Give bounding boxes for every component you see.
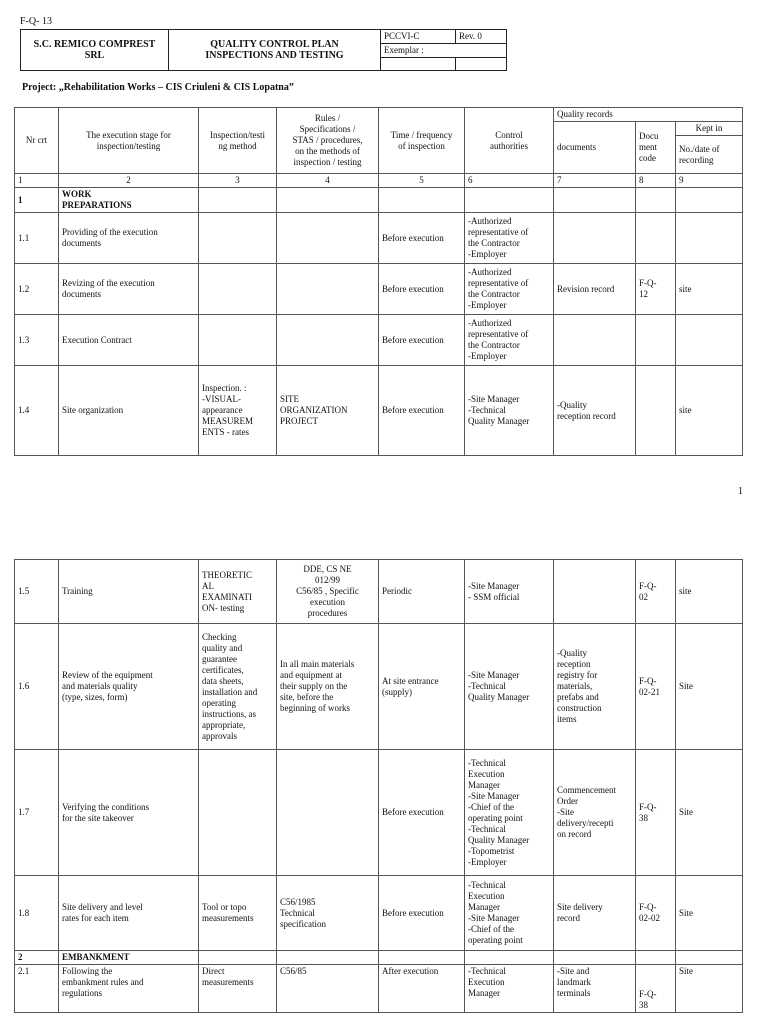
row-stage: Training	[59, 560, 199, 624]
section-title: WORK PREPARATIONS	[59, 188, 199, 213]
col-number: 4	[277, 174, 379, 188]
row-doc-code: F-Q- 38	[636, 750, 676, 876]
table-row	[15, 560, 743, 624]
row-kept: Site	[676, 876, 743, 951]
col-stage-header: The execution stage for inspection/testing	[59, 108, 199, 174]
row-kept: site	[676, 264, 743, 315]
row-doc-code: F-Q- 12	[636, 264, 676, 315]
col-number: 5	[379, 174, 465, 188]
row-documents	[554, 560, 636, 624]
row-rules: C56/85	[277, 965, 379, 1013]
row-rules: SITE ORGANIZATION PROJECT	[277, 366, 379, 456]
kept-in-header: Kept in	[676, 122, 743, 136]
table-row	[15, 876, 743, 951]
col-no-date-header: No./date of recording	[676, 136, 743, 174]
section-title: EMBANKMENT	[59, 951, 199, 965]
row-documents: -Quality reception registry for materials, prefabs and construction items	[554, 624, 636, 750]
revision: Rev. 0	[456, 30, 507, 44]
company-name: S.C. REMICO COMPREST SRL	[21, 30, 169, 71]
row-stage: Revizing of the execution documents	[59, 264, 199, 315]
col-method-header: Inspection/testi ng method	[199, 108, 277, 174]
row-control: -Authorized representative of the Contractor -Employer	[465, 264, 554, 315]
row-method: Checking quality and guarantee certificates, data sheets, installation and operating instructions, as appropriate, approvals	[199, 624, 277, 750]
row-kept: Site	[676, 965, 743, 1013]
table-row	[15, 264, 743, 315]
col-number: 6	[465, 174, 554, 188]
row-doc-code: F-Q- 02-21	[636, 624, 676, 750]
row-nr: 2.1	[15, 965, 59, 1013]
row-stage: Site delivery and level rates for each item	[59, 876, 199, 951]
row-stage: Execution Contract	[59, 315, 199, 366]
form-code: F-Q- 13	[20, 16, 52, 27]
row-time: Before execution	[379, 750, 465, 876]
row-nr: 1.2	[15, 264, 59, 315]
section-number: 1	[15, 188, 59, 213]
col-number: 2	[59, 174, 199, 188]
row-documents: Commencement Order -Site delivery/recepti on record	[554, 750, 636, 876]
row-doc-code	[636, 213, 676, 264]
row-method: Tool or topo measurements	[199, 876, 277, 951]
col-number: 9	[676, 174, 743, 188]
row-rules: In all main materials and equipment at their supply on the site, before the beginning of works	[277, 624, 379, 750]
row-rules	[277, 213, 379, 264]
table-row	[15, 965, 743, 1013]
row-kept: site	[676, 366, 743, 456]
table-row	[15, 213, 743, 264]
row-stage: Providing of the execution documents	[59, 213, 199, 264]
row-control: -Technical Execution Manager	[465, 965, 554, 1013]
row-kept: Site	[676, 624, 743, 750]
table-row	[15, 624, 743, 750]
col-time-header: Time / frequency of inspection	[379, 108, 465, 174]
row-time: Before execution	[379, 315, 465, 366]
row-nr: 1.8	[15, 876, 59, 951]
row-time: At site entrance (supply)	[379, 624, 465, 750]
row-time: Before execution	[379, 213, 465, 264]
row-nr: 1.6	[15, 624, 59, 750]
row-nr: 1.3	[15, 315, 59, 366]
row-control: -Authorized representative of the Contractor -Employer	[465, 213, 554, 264]
section-number: 2	[15, 951, 59, 965]
row-rules: C56/1985 Technical specification	[277, 876, 379, 951]
quality-plan-table-page-1	[14, 107, 743, 456]
row-documents: -Site and landmark terminals	[554, 965, 636, 1013]
row-time: After execution	[379, 965, 465, 1013]
row-documents: -Quality reception record	[554, 366, 636, 456]
row-control: -Site Manager - SSM official	[465, 560, 554, 624]
row-documents: Site delivery record	[554, 876, 636, 951]
row-control: -Authorized representative of the Contractor -Employer	[465, 315, 554, 366]
row-control: -Site Manager -Technical Quality Manager	[465, 624, 554, 750]
row-doc-code	[636, 366, 676, 456]
col-number: 7	[554, 174, 636, 188]
row-documents	[554, 315, 636, 366]
row-method: THEORETIC AL EXAMINATI ON- testing	[199, 560, 277, 624]
row-method	[199, 750, 277, 876]
col-rules-header: Rules / Specifications / STAS / procedures, on the methods of inspection / testing	[277, 108, 379, 174]
row-kept: Site	[676, 750, 743, 876]
col-doc-code-header: Docu ment code	[636, 122, 676, 174]
row-rules	[277, 264, 379, 315]
project-line: Project: „Rehabilitation Works – CIS Criuleni & CIS Lopatna”	[22, 82, 294, 93]
document-header	[20, 29, 507, 71]
row-rules	[277, 315, 379, 366]
row-nr: 1.4	[15, 366, 59, 456]
table-row	[15, 750, 743, 876]
row-kept	[676, 213, 743, 264]
row-method	[199, 264, 277, 315]
quality-records-header: Quality records	[554, 108, 743, 122]
row-stage: Site organization	[59, 366, 199, 456]
row-kept: site	[676, 560, 743, 624]
page-break	[0, 484, 768, 560]
row-stage: Verifying the conditions for the site takeover	[59, 750, 199, 876]
col-number: 3	[199, 174, 277, 188]
quality-plan-table-page-2	[14, 559, 743, 1013]
row-doc-code: F-Q- 38	[636, 965, 676, 1013]
row-kept	[676, 315, 743, 366]
row-control: -Site Manager -Technical Quality Manager	[465, 366, 554, 456]
row-nr: 1.5	[15, 560, 59, 624]
row-stage: Review of the equipment and materials quality (type, sizes, form)	[59, 624, 199, 750]
row-nr: 1.7	[15, 750, 59, 876]
row-method	[199, 213, 277, 264]
exemplar-label: Exemplar :	[381, 44, 507, 58]
document-code: PCCVI-C	[381, 30, 456, 44]
row-rules: DDE, CS NE 012/99 C56/85 , Specific execution procedures	[277, 560, 379, 624]
row-method: Direct measurements	[199, 965, 277, 1013]
row-method	[199, 315, 277, 366]
row-method: Inspection. : -VISUAL- appearance MEASUREM ENTS - rates	[199, 366, 277, 456]
row-doc-code: F-Q- 02-02	[636, 876, 676, 951]
row-nr: 1.1	[15, 213, 59, 264]
row-time: Before execution	[379, 264, 465, 315]
table-row	[15, 366, 743, 456]
row-control: -Technical Execution Manager -Site Manager -Chief of the operating point -Technical Quality Manager -Topometrist -Employer	[465, 750, 554, 876]
row-time: Periodic	[379, 560, 465, 624]
col-documents-header: documents	[554, 122, 636, 174]
row-doc-code	[636, 315, 676, 366]
row-doc-code: F-Q- 02	[636, 560, 676, 624]
row-time: Before execution	[379, 366, 465, 456]
col-control-header: Control authorities	[465, 108, 554, 174]
row-control: -Technical Execution Manager -Site Manager -Chief of the operating point	[465, 876, 554, 951]
document-title: QUALITY CONTROL PLAN INSPECTIONS AND TESTING	[169, 30, 381, 71]
row-stage: Following the embankment rules and regulations	[59, 965, 199, 1013]
col-number: 1	[15, 174, 59, 188]
row-documents	[554, 213, 636, 264]
row-rules	[277, 750, 379, 876]
page-number: 1	[738, 486, 743, 497]
row-time: Before execution	[379, 876, 465, 951]
row-documents: Revision record	[554, 264, 636, 315]
table-row	[15, 315, 743, 366]
col-number: 8	[636, 174, 676, 188]
col-nr-header: Nr crt	[15, 108, 59, 174]
